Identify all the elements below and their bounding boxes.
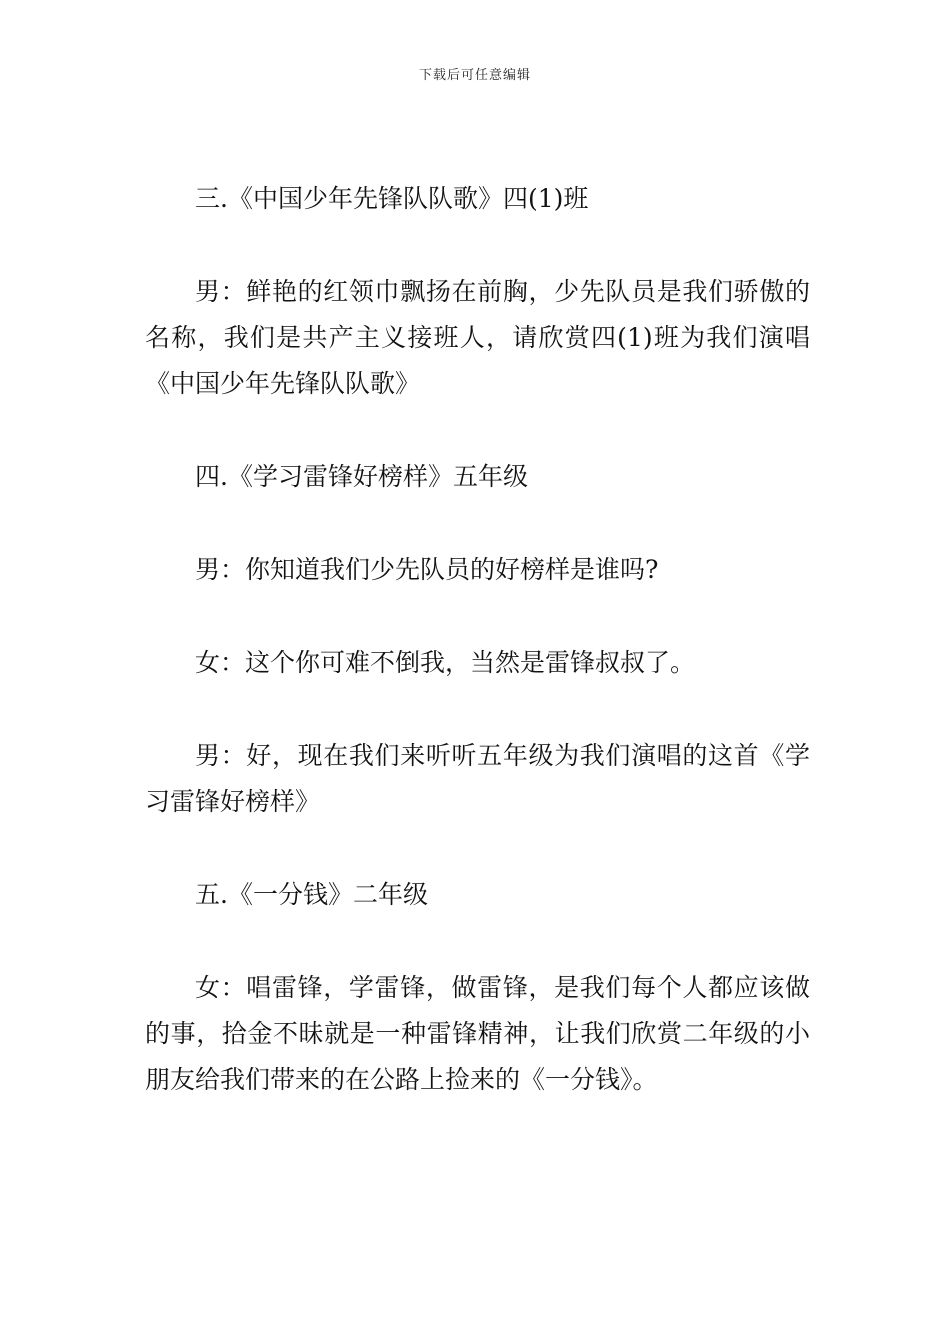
dialogue-paragraph: 女：这个你可难不倒我，当然是雷锋叔叔了。 [195,648,696,677]
dialogue-paragraph: 男：你知道我们少先队员的好榜样是谁吗? [195,555,659,584]
dialogue-paragraph: 男：好，现在我们来听听五年级为我们演唱的这首《学习雷锋好榜样》 [145,741,810,816]
section-heading-4: 四.《学习雷锋好榜样》五年级 [195,462,528,491]
document-body [145,176,810,1150]
header-note: 下载后可任意编辑 [418,68,531,83]
section-heading-3: 三.《中国少年先锋队队歌》四(1)班 [195,184,589,213]
section-heading-5: 五.《一分钱》二年级 [195,880,428,909]
dialogue-paragraph: 男：鲜艳的红领巾飘扬在前胸，少先队员是我们骄傲的名称，我们是共产主义接班人，请欣赏四(1)班为我们演唱《中国少年先锋队队歌》 [145,277,810,398]
dialogue-paragraph: 女：唱雷锋，学雷锋，做雷锋，是我们每个人都应该做的事，拾金不昧就是一种雷锋精神，让我们欣赏二年级的小朋友给我们带来的在公路上捡来的《一分钱》。 [145,973,810,1094]
